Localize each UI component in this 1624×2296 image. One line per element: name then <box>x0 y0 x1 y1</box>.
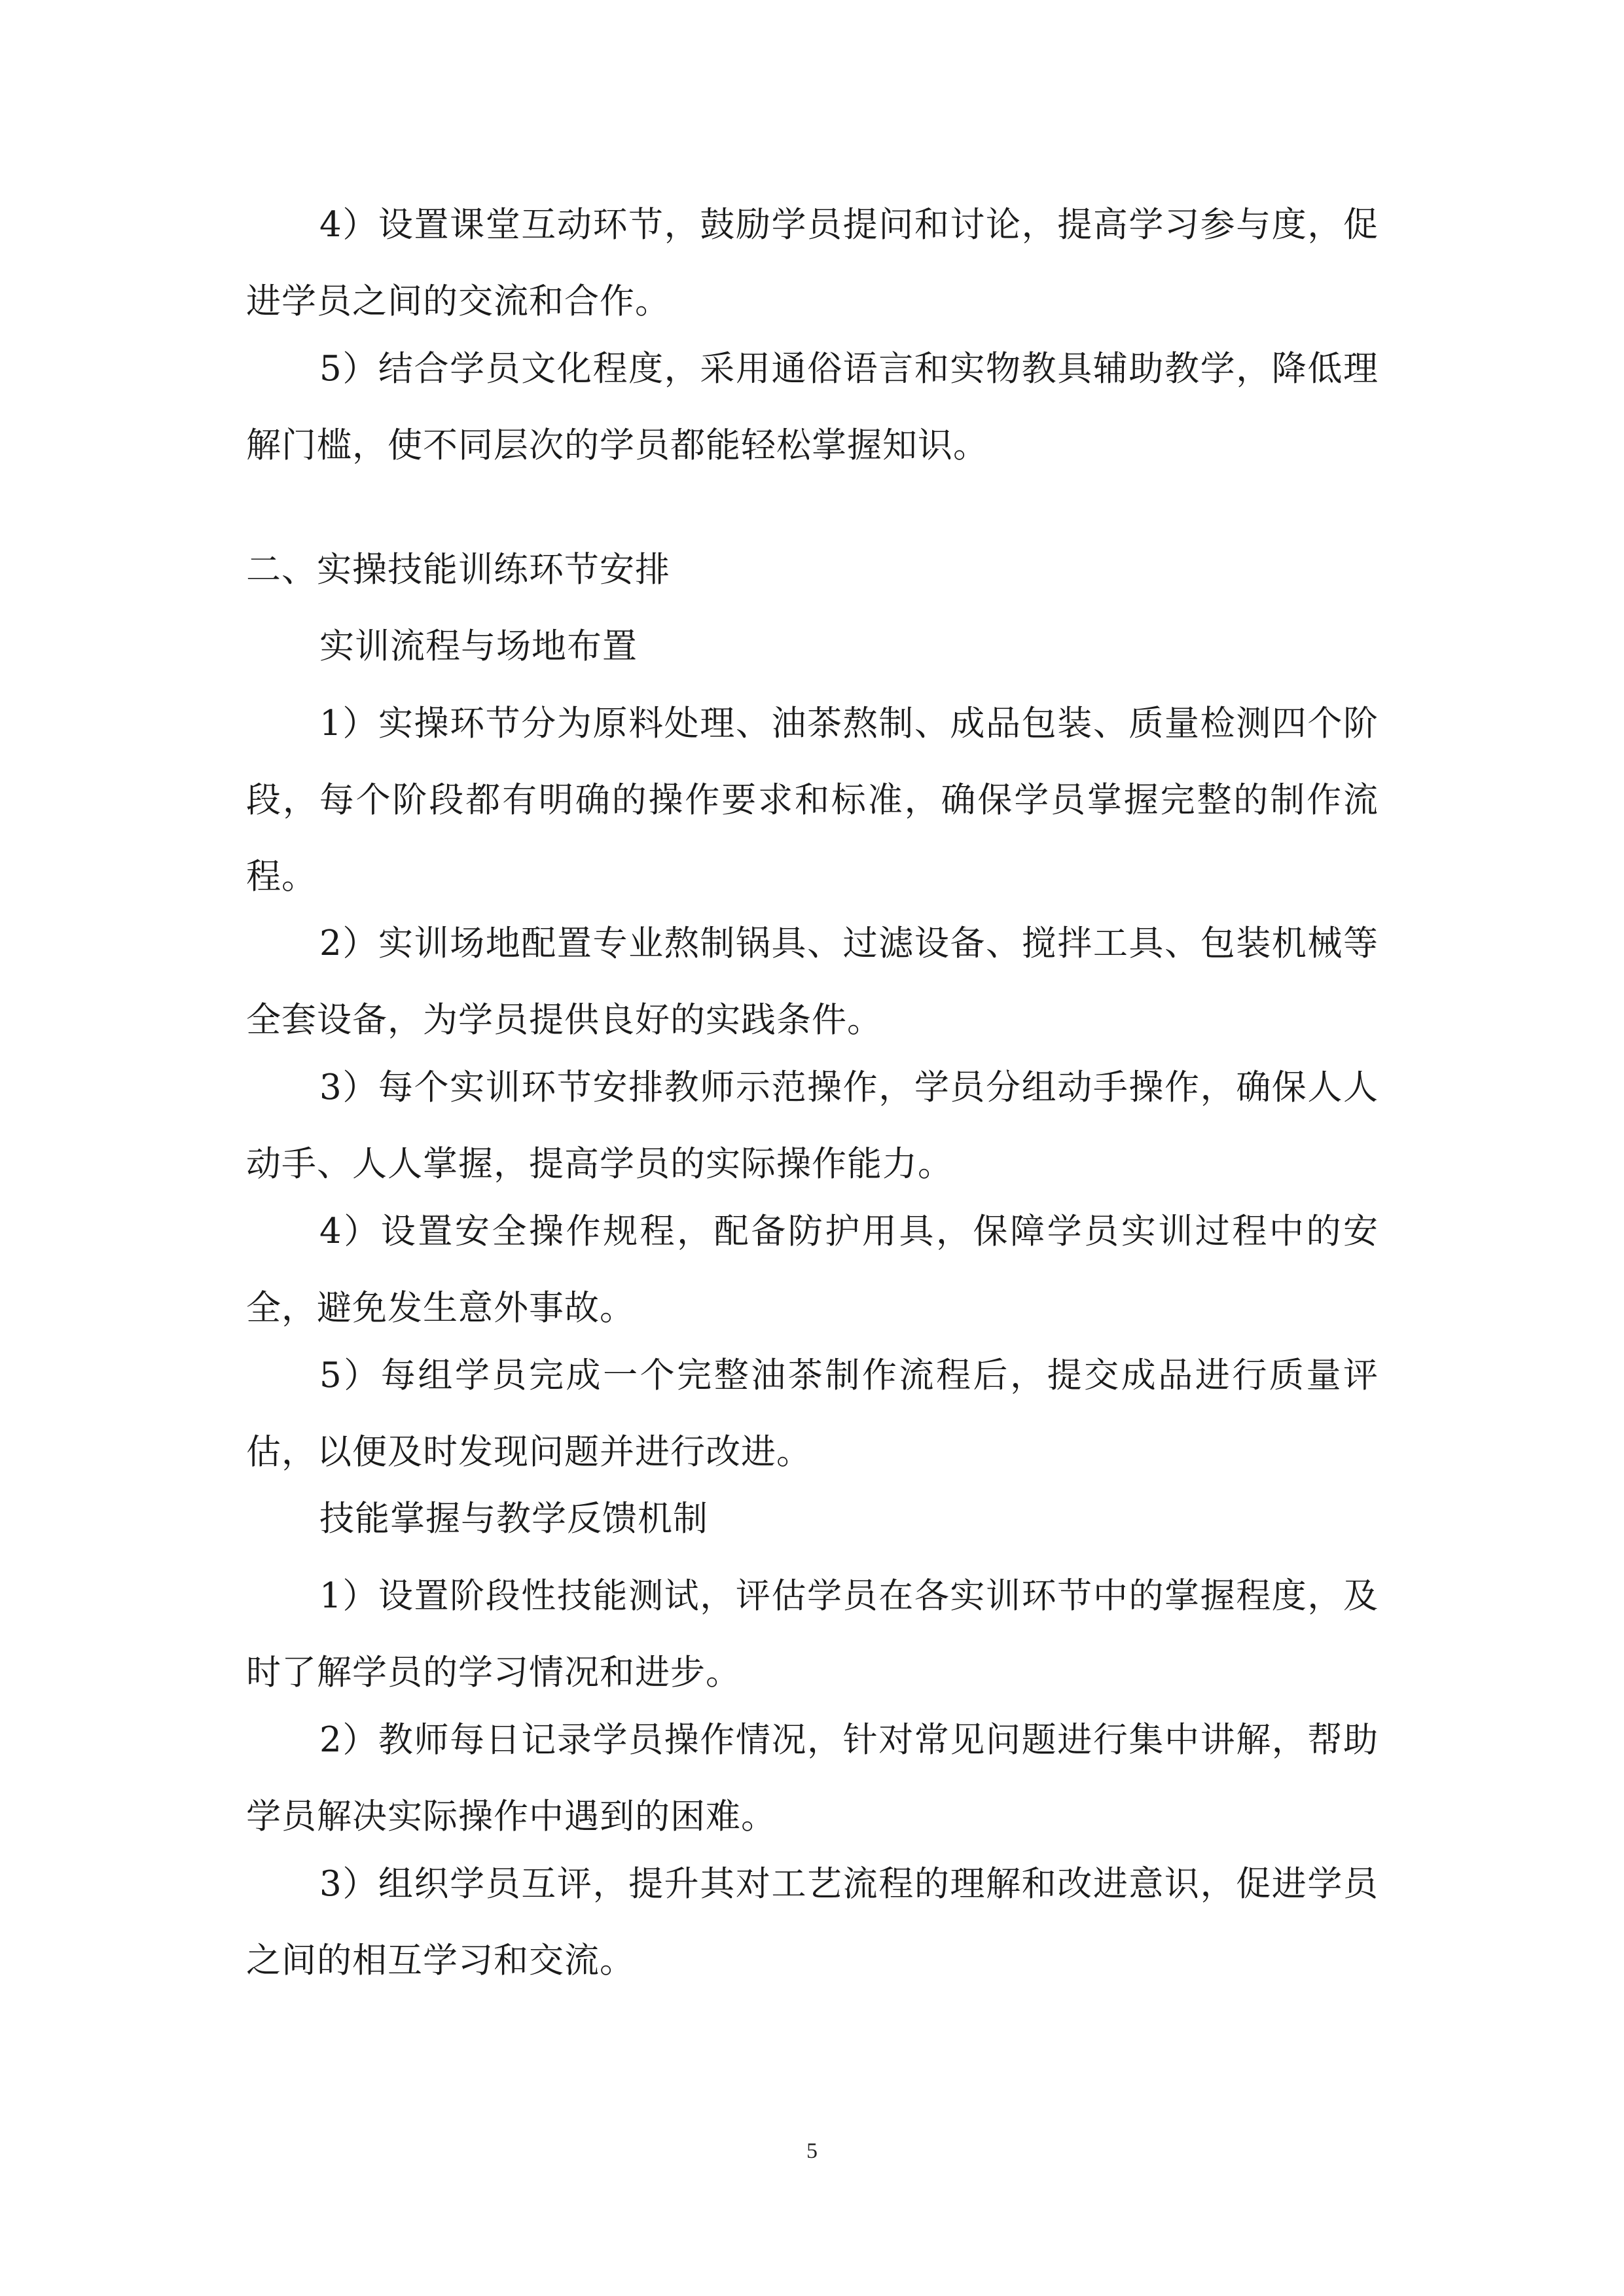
list-item: 5）每组学员完成一个完整油茶制作流程后，提交成品进行质量评估，以便及时发现问题并进行改进。 <box>246 1355 1379 1472</box>
list-item: 4）设置安全操作规程，配备防护用具，保障学员实训过程中的安全，避免发生意外事故。 <box>246 1211 1379 1328</box>
page-number: 5 <box>806 2139 818 2163</box>
list-item: 1）实操环节分为原料处理、油茶熬制、成品包装、质量检测四个阶段，每个阶段都有明确的操作要求和标准，确保学员掌握完整的制作流程。 <box>246 704 1379 897</box>
paragraph-interaction: 4）设置课堂互动环节，鼓励学员提问和讨论，提高学习参与度，促进学员之间的交流和合作。 <box>246 205 1379 321</box>
list-item: 1）设置阶段性技能测试，评估学员在各实训环节中的掌握程度，及时了解学员的学习情况和进步。 <box>246 1576 1379 1693</box>
subsection-title-feedback: 技能掌握与教学反馈机制 <box>319 1499 708 1539</box>
paragraph-language: 5）结合学员文化程度，采用通俗语言和实物教具辅助教学，降低理解门槛，使不同层次的学员都能轻松掌握知识。 <box>246 349 1379 465</box>
subsection-title-training-flow: 实训流程与场地布置 <box>319 626 638 666</box>
list-item: 2）教师每日记录学员操作情况，针对常见问题进行集中讲解，帮助学员解决实际操作中遇到的困难。 <box>246 1720 1379 1837</box>
list-item: 3）每个实训环节安排教师示范操作，学员分组动手操作，确保人人动手、人人掌握，提高学员的实际操作能力。 <box>246 1067 1379 1184</box>
section-heading: 二、实操技能训练环节安排 <box>246 550 670 590</box>
list-item: 3）组织学员互评，提升其对工艺流程的理解和改进意识，促进学员之间的相互学习和交流。 <box>246 1864 1379 1981</box>
list-item: 2）实训场地配置专业熬制锅具、过滤设备、搅拌工具、包装机械等全套设备，为学员提供良好的实践条件。 <box>246 924 1379 1040</box>
